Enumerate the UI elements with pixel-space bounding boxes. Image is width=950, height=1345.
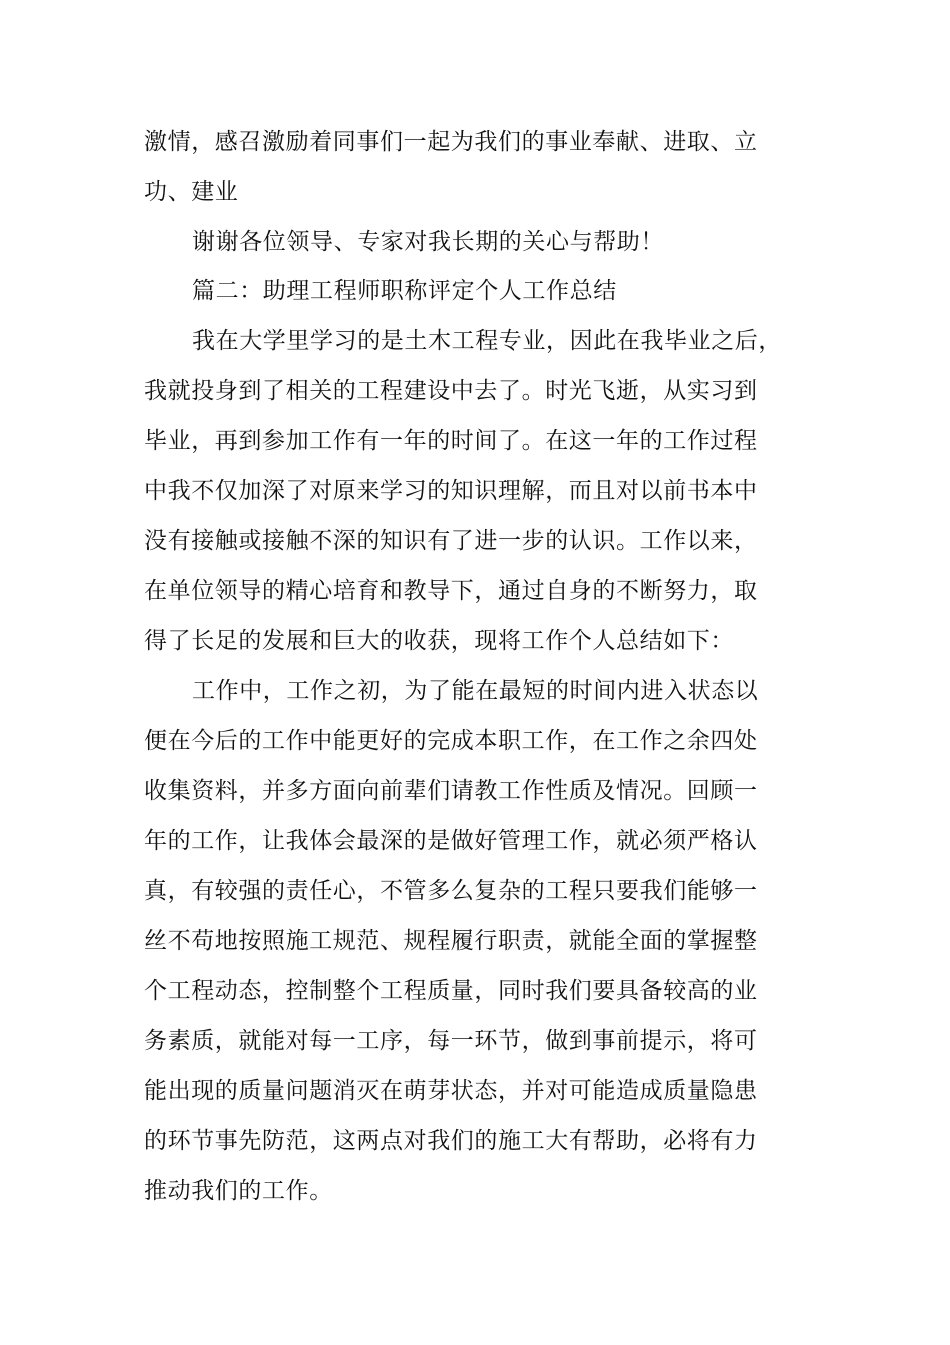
text-line: 在单位领导的精心培育和教导下，通过自身的不断努力，取 xyxy=(144,578,758,604)
text-line: 推动我们的工作。 xyxy=(144,1178,333,1204)
text-line: 中我不仅加深了对原来学习的知识理解，而且对以前书本中 xyxy=(144,478,758,504)
text-line: 务素质，就能对每一工序，每一环节，做到事前提示，将可 xyxy=(144,1028,758,1054)
text-line: 没有接触或接触不深的知识有了进一步的认识。工作以来， xyxy=(144,528,758,554)
text-line: 谢谢各位领导、专家对我长期的关心与帮助！ xyxy=(192,229,664,255)
text-line: 个工程动态，控制整个工程质量，同时我们要具备较高的业 xyxy=(144,978,758,1004)
text-line: 得了长足的发展和巨大的收获，现将工作个人总结如下： xyxy=(144,628,734,654)
text-line: 便在今后的工作中能更好的完成本职工作，在工作之余四处 xyxy=(144,728,758,754)
text-line: 能出现的质量问题消灭在萌芽状态，并对可能造成质量隐患 xyxy=(144,1078,758,1104)
text-line: 激情，感召激励着同事们一起为我们的事业奉献、进取、立 xyxy=(144,129,758,155)
text-line: 真，有较强的责任心，不管多么复杂的工程只要我们能够一 xyxy=(144,878,758,904)
text-line: 毕业，再到参加工作有一年的时间了。在这一年的工作过程 xyxy=(144,428,758,454)
text-line: 工作中，工作之初，为了能在最短的时间内进入状态以 xyxy=(192,678,759,704)
text-line: 功、建业 xyxy=(144,179,239,205)
text-line: 我就投身到了相关的工程建设中去了。时光飞逝，从实习到 xyxy=(144,378,758,404)
text-line: 收集资料，并多方面向前辈们请教工作性质及情况。回顾一 xyxy=(144,778,758,804)
text-line: 我在大学里学习的是土木工程专业，因此在我毕业之后， xyxy=(192,328,782,354)
section-heading: 篇二：助理工程师职称评定个人工作总结 xyxy=(192,278,617,304)
text-line: 年的工作，让我体会最深的是做好管理工作，就必须严格认 xyxy=(144,828,758,854)
text-line: 的环节事先防范，这两点对我们的施工大有帮助，必将有力 xyxy=(144,1128,758,1154)
text-line: 丝不苟地按照施工规范、规程履行职责，就能全面的掌握整 xyxy=(144,928,758,954)
